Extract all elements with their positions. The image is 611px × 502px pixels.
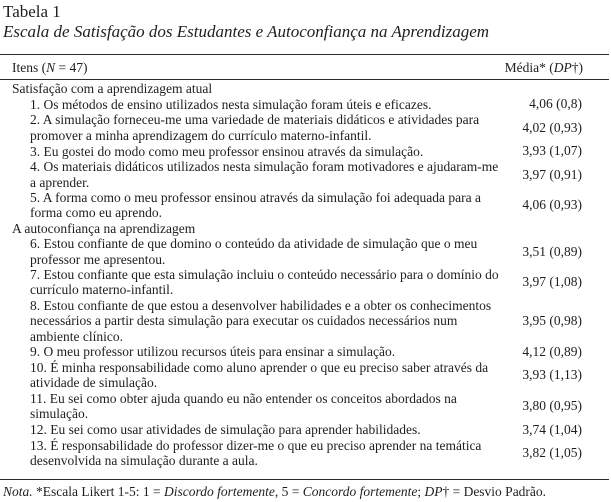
item-text: 10. É minha responsabilidade como aluno aprender o que eu preciso saber através da atividade de simulação. [30,360,489,391]
item-value: 3,95 (0,98) [522,312,582,328]
item-value: 3,51 (0,89) [522,243,582,259]
note-label: Nota. [3,484,33,499]
note-text: , 5 = [274,484,303,499]
note-text: † = Desvio Padrão. [442,484,547,499]
item-value: 3,93 (1,13) [522,367,582,383]
item-value: 4,02 (0,93) [522,119,582,135]
note-disagree: Discordo fortemente [163,484,275,499]
item-text: 13. É responsabilidade do professor dizer-me o que eu preciso aprender na temática desenvolvida na simulação durante a aula. [30,437,482,469]
header-items-n: N [46,60,56,75]
table-row [0,159,609,190]
item-text: 5. A forma como o meu professor ensinou através da simulação foi adequada para a forma como eu aprendo. [30,190,481,221]
table-row [0,360,609,391]
header-mean-pre: Média* ( [504,60,554,75]
item-value: 3,82 (1,05) [522,445,582,461]
item-value: 3,97 (1,08) [522,274,582,290]
table-note [3,483,546,501]
table-title: Escala de Satisfação dos Estudantes e Autoconfiança na Aprendizagem [3,22,490,41]
top-rule [0,54,609,55]
item-value: 4,12 (0,89) [522,344,582,360]
table-row [0,344,609,360]
table-row [0,422,609,438]
note-text: ; [417,484,425,499]
item-text: 12. Eu sei como usar atividades de simulação para aprender habilidades. [30,421,421,437]
item-text: 1. Os métodos de ensino utilizados nesta simulação foram úteis e eficazes. [30,96,432,112]
item-text: 2. A simulação forneceu-me uma variedade de materiais didáticos e atividades para promover a minha aprendizagem do currículo materno-infantil. [30,112,480,143]
note-agree: Concordo fortemente [302,484,418,499]
table-row [0,438,609,469]
table-row [0,143,609,159]
item-text: 7. Estou confiante que esta simulação incluiu o conteúdo necessário para o domínio do currículo materno-infantil. [30,267,499,298]
table-row [0,112,609,143]
item-text: 11. Eu sei como obter ajuda quando eu não entender os conceitos abordados na simulação. [30,390,457,422]
item-value: 3,93 (1,07) [522,143,582,159]
table-row [0,391,609,422]
table-row [0,236,609,267]
note-dp: DP [424,484,443,499]
table-body [0,81,609,469]
table-row [0,190,609,221]
item-text: 3. Eu gostei do modo como meu professor ensinou através da simulação. [30,143,424,159]
item-value: 3,80 (0,95) [522,398,582,414]
table-row [0,96,609,112]
table-row [0,298,609,344]
item-value: 4,06 (0,8) [529,96,582,112]
note-text: *Escala Likert 1-5: 1 = [32,484,164,499]
section-title: A autoconfiança na aprendizagem [12,220,196,236]
bottom-rule [0,479,609,480]
header-mean-post: †) [571,60,583,75]
item-text: 8. Estou confiante de que estou a desenvolver habilidades e a obter os conhecimentos necessários a partir desta simulação para executar os cuidados necessários num ambiente clínico. [30,297,492,344]
header-mean-dp: DP [553,60,572,75]
header-items-post: = 47) [55,60,88,75]
item-value: 3,74 (1,04) [522,421,582,437]
table-row [0,267,609,298]
item-value: 3,97 (0,91) [522,166,582,182]
item-text: 4. Os materiais didáticos utilizados nesta simulação foram motivadores e ajudaram-me a aprender. [30,159,499,190]
section-title: Satisfação com a aprendizagem atual [12,81,213,96]
item-text: 6. Estou confiante de que domino o conteúdo da atividade de simulação que o meu professor me apresentou. [30,236,478,267]
table-number: Tabela 1 [3,2,61,21]
header-items-pre: Itens ( [12,60,47,75]
item-value: 4,06 (0,93) [522,197,582,213]
column-header-mean [505,59,583,77]
column-header-items [12,59,88,77]
item-text: 9. O meu professor utilizou recursos úteis para ensinar a simulação. [30,344,396,360]
